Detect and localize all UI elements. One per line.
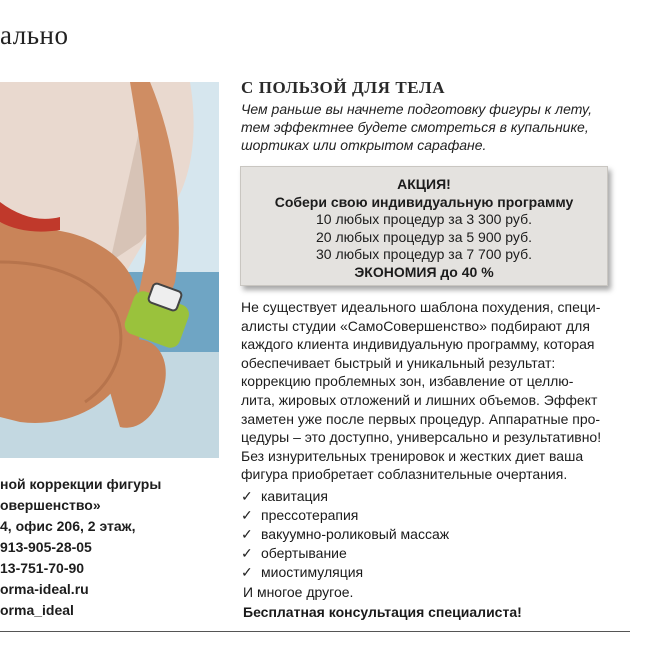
promo-offer: 20 любых процедур за 5 900 руб.: [316, 228, 532, 245]
photo-woman-beach: [0, 82, 219, 458]
intro-line: Чем раньше вы начнете подготовку фигуры к лету,: [241, 101, 593, 117]
intro-text: [241, 100, 646, 154]
list-item: [241, 544, 641, 563]
intro-line: тем эффектнее будете смотреться в купальнике,: [241, 119, 589, 135]
section-title: С ПОЛЬЗОЙ ДЛЯ ТЕЛА: [241, 78, 446, 97]
promo-title: АКЦИЯ!: [397, 176, 451, 192]
contact-phone: 913-905-28-05: [0, 539, 92, 555]
article-header: [241, 78, 646, 154]
list-item: [241, 487, 641, 506]
check-icon: ✓: [241, 545, 253, 561]
body-line: обеспечивает быстрый и уникальный результат:: [241, 354, 556, 371]
promo-box: [240, 166, 608, 286]
contact-phone: 13-751-70-90: [0, 560, 85, 576]
promo-subtitle: Собери свою индивидуальную программу: [274, 193, 574, 210]
service-label: кавитация: [261, 488, 328, 504]
body-line: цедуры – это доступно, универсально и результативно!: [241, 429, 602, 446]
service-label: прессотерапия: [261, 507, 359, 523]
service-label: миостимуляция: [261, 564, 364, 580]
contacts-block: [0, 474, 236, 621]
check-icon: ✓: [241, 507, 253, 523]
body-line: Не существует идеального шаблона похудения, специ-: [241, 299, 601, 315]
list-item: [241, 525, 641, 544]
body-line: фигура приобретает соблазнительные очертания.: [241, 466, 568, 483]
contact-address: 4, офис 206, 2 этаж,: [0, 518, 136, 534]
service-label: обертывание: [261, 545, 347, 561]
promo-offer: 30 любых процедур за 7 700 руб.: [316, 246, 532, 262]
article-body: [241, 298, 646, 484]
page-heading: ально: [0, 20, 69, 50]
body-line: алисты студии «СамоСовершенство» подбирают для: [241, 317, 590, 334]
contact-line: ной коррекции фигуры: [0, 476, 162, 492]
promo-saving: ЭКОНОМИЯ до 40 %: [354, 263, 494, 280]
check-icon: ✓: [241, 488, 253, 504]
list-item: [241, 563, 641, 582]
contact-website: orma-ideal.ru: [0, 581, 89, 597]
body-line: каждого клиента индивидуальную программу, которая: [241, 336, 595, 353]
article-footer: [243, 582, 522, 622]
contact-line: овершенство»: [0, 497, 101, 513]
more-text: И многое другое.: [243, 584, 354, 600]
body-line: Без изнурительных тренировок и жестких диет ваша: [241, 447, 584, 464]
bottom-divider: [0, 631, 630, 632]
intro-line: шортиках или открытом сарафане.: [241, 137, 487, 153]
service-label: вакуумно-роликовый массаж: [261, 526, 450, 542]
list-item: [241, 506, 641, 525]
services-list: [241, 487, 641, 582]
body-line: заметен уже после первых процедур. Аппаратные про-: [241, 410, 601, 427]
check-icon: ✓: [241, 564, 253, 580]
promo-offer: 10 любых процедур за 3 300 руб.: [316, 211, 532, 227]
contact-social: orma_ideal: [0, 602, 74, 618]
check-icon: ✓: [241, 526, 253, 542]
body-line: лита, жировых отложений и лишних объемов. Эффект: [241, 391, 598, 408]
consultation-text: Бесплатная консультация специалиста!: [243, 604, 522, 620]
body-line: коррекцию проблемных зон, избавление от целлю-: [241, 373, 574, 390]
